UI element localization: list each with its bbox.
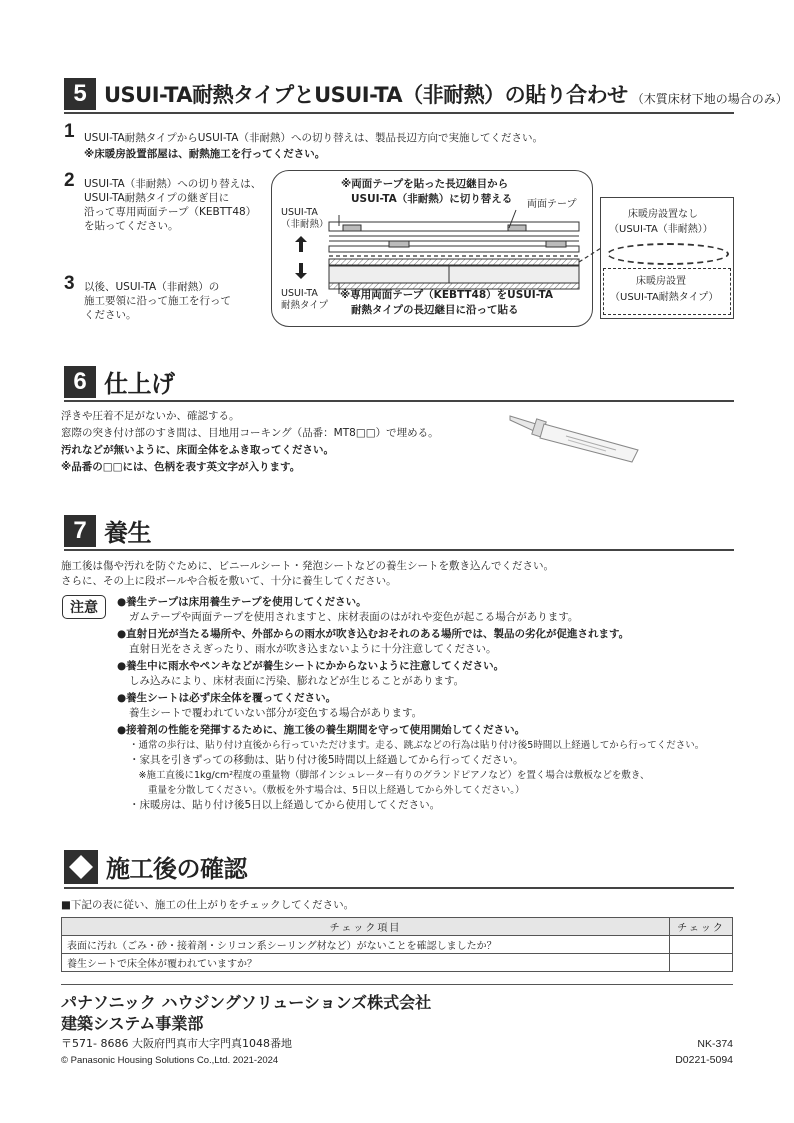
diamond-icon [64, 850, 98, 884]
callout-bottom-2: （USUI-TA耐熱タイプ） [610, 292, 719, 303]
finish-line-2: 窓際の突き付け部のすき間は、目地用コーキング（品番：MT8□□）で埋める。 [61, 427, 439, 439]
section-7-header [64, 513, 151, 548]
tape-label: 両面テープ [527, 199, 577, 210]
label-upper-2: （非耐熱） [281, 219, 329, 230]
caution-5-head: ●接着剤の性能を発揮するために、施工後の養生期間を守って使用開始してください。 [117, 724, 526, 736]
step-3-number: 3 [64, 273, 75, 294]
callout-bottom-1: 床暖房設置 [636, 276, 686, 287]
step-2-line-2: USUI-TA耐熱タイプの継ぎ目に [84, 192, 230, 204]
check-item-2: 養生シートで床全体が覆われていますか？ [62, 954, 670, 972]
caution-badge: 注意 [62, 595, 106, 619]
section-6-header [64, 364, 175, 399]
company-name: パナソニック ハウジングソリューションズ株式会社 [61, 993, 432, 1012]
step-1-note: ※床暖房設置部屋は、耐熱施工を行ってください。 [84, 148, 326, 160]
caution-5-body-5: ・床暖房は、貼り付け後5日以上経過してから使用してください。 [129, 799, 441, 811]
step-3-line-1: 以後、USUI-TA（非耐熱）の [84, 281, 220, 293]
protect-intro-1: 施工後は傷や汚れを防ぐために、ビニールシート・発泡シートなどの養生シートを敷き込んでください。 [61, 560, 555, 572]
doc-number: NK-374 [697, 1038, 733, 1050]
callout-top-1: 床暖房設置なし [628, 209, 698, 220]
section-7-rule [64, 549, 734, 551]
check-item-header: チェック項目 [62, 918, 670, 936]
check-table [61, 917, 733, 972]
section-6-rule [64, 400, 734, 402]
check-intro: ■下記の表に従い、施工の仕上がりをチェックしてください。 [61, 899, 355, 911]
company-address: 〒571- 8686 大阪府門真市大字門真1048番地 [61, 1037, 292, 1050]
table-row [62, 936, 733, 954]
step-3-line-3: ください。 [84, 309, 137, 321]
check-item-1: 表面に汚れ（ごみ・砂・接着剤・シリコン系シーリング材など）がないことを確認しましたか？ [62, 936, 670, 954]
finish-line-1: 浮きや圧着不足がないか、確認する。 [61, 410, 240, 422]
step-2-line-3: 沿って専用両面テープ（KEBTT48） [84, 206, 257, 218]
diagram-top-note-2: USUI-TA（非耐熱）に切り替える [351, 193, 513, 205]
diagram-top-note-1: ※両面テープを貼った長辺継目から [341, 178, 509, 190]
label-lower-2: 耐熱タイプ [281, 300, 329, 311]
step-2-line-1: USUI-TA（非耐熱）への切り替えは、 [84, 178, 262, 190]
caution-1-body: ガムテープや両面テープを使用されますと、床材表面のはがれや変色が起こる場合があります。 [129, 611, 579, 623]
step-2-number: 2 [64, 170, 75, 191]
callout-dashed-ellipse [607, 243, 729, 265]
caulking-tube-image [506, 410, 646, 465]
section-7-number: 7 [64, 515, 96, 547]
section-5-rule [64, 112, 734, 114]
label-lower-1: USUI-TA [281, 288, 318, 299]
step-2-line-4: を貼ってください。 [84, 220, 179, 232]
diagram-bottom-note-1: ※専用両面テープ（KEBTT48）をUSUI-TA [340, 289, 553, 301]
section-check-header [64, 849, 247, 884]
caution-1-head: ●養生テープは床用養生テープを使用してください。 [117, 596, 367, 608]
caution-4-head: ●養生シートは必ず床全体を覆ってください。 [117, 692, 337, 704]
step-1-number: 1 [64, 121, 75, 142]
check-box-2[interactable] [670, 954, 733, 972]
caution-5-body-4: 重量を分散してください。（敷板を外す場合は、5日以上経過してから外してください。） [129, 785, 525, 796]
finish-line-3: 汚れなどが無いように、床面全体をふき取ってください。 [61, 444, 334, 456]
section-5-number: 5 [64, 78, 96, 110]
section-5-header [64, 78, 788, 110]
footer-rule [61, 984, 733, 985]
check-mark-header: チェック [670, 918, 733, 936]
diagram-bottom-note-2: 耐熱タイプの長辺継目に沿って貼る [351, 304, 519, 316]
section-6-number: 6 [64, 366, 96, 398]
check-table-header-row [62, 918, 733, 936]
label-upper-1: USUI-TA [281, 207, 318, 218]
check-box-1[interactable] [670, 936, 733, 954]
callout-top-2: （USUI-TA（非耐熱）） [609, 224, 713, 235]
caution-2-body: 直射日光をさえぎったり、雨水が吹き込まないように十分注意してください。 [129, 643, 497, 655]
finish-line-4: ※品番の□□には、色柄を表す英文字が入ります。 [61, 461, 301, 473]
caution-5-body-3: ※施工直後に1kg/cm²程度の重量物（脚部インシュレーター有りのグランドピアノなど）を置く場合は敷板などを敷き、 [129, 770, 650, 781]
caution-5-body-1: ・通常の歩行は、貼り付け直後から行っていただけます。走る、跳ぶなどの行為は貼り付け後5時間以上経過してから行ってください。 [129, 740, 705, 751]
section-5-title: USUI-TA耐熱タイプとUSUI-TA（非耐熱）の貼り合わせ [104, 83, 628, 107]
copyright: © Panasonic Housing Solutions Co.,Ltd. 2021-2024 [61, 1055, 279, 1066]
section-5-subtitle: （木質床材下地の場合のみ） [631, 91, 788, 106]
section-6-title: 仕上げ [104, 370, 175, 398]
caution-2-head: ●直射日光が当たる場所や、外部からの雨水が吹き込むおそれのある場所では、製品の劣化が促進されます。 [117, 628, 630, 640]
division-name: 建築システム事業部 [61, 1014, 204, 1033]
caution-5-body-2: ・家具を引きずっての移動は、貼り付け後5時間以上経過してから行ってください。 [129, 754, 524, 766]
protect-intro-2: さらに、その上に段ボールや合板を敷いて、十分に養生してください。 [61, 575, 397, 587]
caution-3-head: ●養生中に雨水やペンキなどが養生シートにかからないように注意してください。 [117, 660, 505, 672]
caution-4-body: 養生シートで覆われていない部分が変色する場合があります。 [129, 707, 423, 719]
caution-3-body: しみ込みにより、床材表面に汚染、膨れなどが生じることがあります。 [129, 675, 465, 687]
section-check-rule [64, 887, 734, 889]
step-3-line-2: 施工要領に沿って施工を行って [84, 295, 231, 307]
table-row [62, 954, 733, 972]
section-check-title: 施工後の確認 [106, 855, 247, 883]
step-1-text: USUI-TA耐熱タイプからUSUI-TA（非耐熱）への切り替えは、製品長辺方向で実施してください。 [84, 132, 543, 144]
doc-code: D0221-5094 [675, 1054, 733, 1066]
section-7-title: 養生 [104, 519, 151, 547]
